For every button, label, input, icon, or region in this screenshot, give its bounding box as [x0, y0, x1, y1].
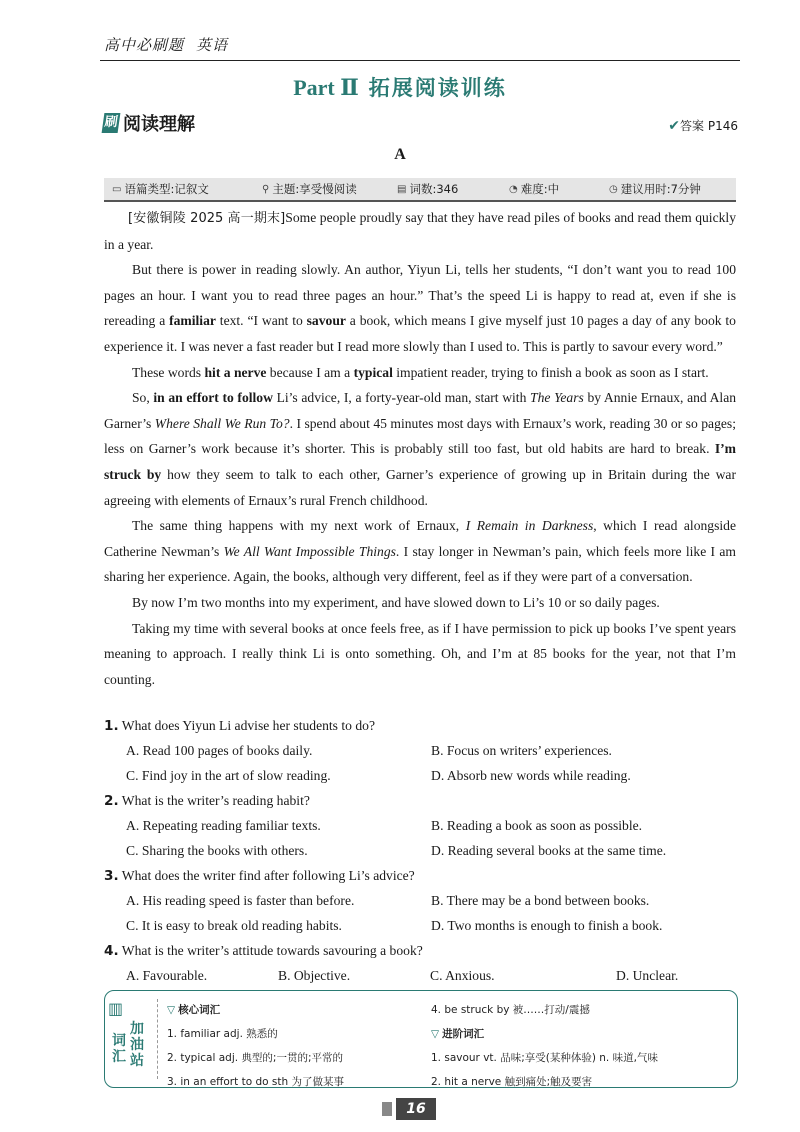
triangle-icon: ▽: [431, 1028, 440, 1040]
question-list: [104, 713, 736, 988]
option-a[interactable]: A. Read 100 pages of books daily.: [126, 743, 313, 758]
option-b[interactable]: B. Focus on writers’ experiences.: [431, 743, 612, 758]
chart-icon: ▤: [397, 183, 407, 195]
clock-icon: ◷: [609, 183, 618, 195]
question-4: [104, 938, 736, 988]
option-d[interactable]: D. Two months is enough to finish a book.: [431, 918, 663, 933]
section-title: 阅读理解: [123, 114, 195, 135]
part-label: Part Ⅱ: [293, 75, 359, 100]
vocab-label-b: 加油站: [130, 1021, 144, 1069]
keyword-familiar: familiar: [169, 313, 216, 329]
answer-page: 答案 P146: [680, 119, 738, 133]
option-c[interactable]: C. Find joy in the art of slow reading.: [126, 768, 331, 783]
option-d[interactable]: D. Reading several books at the same time.: [431, 843, 667, 858]
subject-label: 英语: [196, 36, 229, 54]
option-c[interactable]: C. It is easy to break old reading habits.: [126, 918, 342, 933]
passage-letter: A: [394, 146, 406, 163]
vocab-item: 4. be struck by 被……打动/震撼: [431, 1004, 590, 1016]
book-title-years: The Years: [530, 390, 584, 406]
advanced-vocab-heading: ▽ 进阶词汇: [431, 1028, 485, 1040]
gauge-icon: ◔: [509, 183, 518, 195]
paragraph-5: The same thing happens with my next work of Ernaux, I Remain in Darkness, which I read alongside Catherine Newman’s We All Want Impossible Things. I stay longer in Newman’s pain, which feels more like I am sharing her experience. Again, the books, although very different, feel as if they were part of a conversation.: [104, 518, 736, 585]
word-count-text: 词数:346: [409, 182, 459, 196]
vocab-side-label: [105, 991, 157, 1087]
genre-cell: [104, 181, 262, 197]
paragraph-1: [安徽铜陵 2025 高一期末]Some people proudly say that they have read piles of books and read them quickly in a year.: [104, 210, 736, 252]
paragraph-3: These words hit a nerve because I am a typical impatient reader, trying to finish a book as soon as I start.: [132, 364, 709, 380]
paragraph-4: So, in an effort to follow Li’s advice, I, a forty-year-old man, start with The Years by Annie Ernaux, and Alan Garner’s Where Shall We Run To?. I spend about 45 minutes most days with Ernaux’s work, reading 30 or so pages; less on Garner’s work because it’s shorter. This is probably still too fast, but old habits are hard to break. I’m struck by how they seem to talk to each other, Garner’s experience of growing up in Britain during the war agreeing with elements of Ernaux’s rural French childhood.: [104, 390, 737, 508]
word-count-cell: [397, 181, 509, 197]
passage-info-bar: [104, 178, 736, 202]
reading-passage: [104, 205, 736, 692]
part-title-text: 拓展阅读训练: [368, 76, 507, 100]
page-decoration: [382, 1102, 392, 1116]
keyword-effort: in an effort to follow: [153, 390, 273, 406]
option-b[interactable]: B. There may be a bond between books.: [431, 893, 650, 908]
difficulty-text: 难度:中: [520, 182, 560, 196]
vocab-item: 3. in an effort to do sth 为了做某事: [167, 1076, 344, 1088]
question-stem: 1. What does Yiyun Li advise her students to do?: [104, 718, 375, 734]
theme-cell: [262, 181, 397, 197]
core-vocab-heading: ▽ 核心词汇: [167, 1004, 221, 1016]
option-b[interactable]: B. Reading a book as soon as possible.: [431, 818, 643, 833]
keyword-struck: I’m struck by: [104, 441, 736, 482]
option-d[interactable]: D. Unclear.: [616, 968, 679, 983]
option-b[interactable]: B. Objective.: [278, 968, 351, 983]
header-rule: [100, 60, 740, 61]
keyword-typical: typical: [353, 364, 393, 380]
keyword-hit-a-nerve: hit a nerve: [204, 364, 267, 380]
search-icon: ⚲: [262, 183, 270, 195]
section-label: [103, 110, 195, 136]
brush-icon: 刷: [102, 113, 121, 133]
vocab-advanced-column: [431, 1001, 658, 1097]
document-icon: ▭: [112, 183, 122, 195]
vocab-divider: [157, 999, 158, 1079]
time-cell: [609, 181, 736, 197]
book-header: [104, 34, 228, 55]
source-tag: [安徽铜陵 2025 高一期末]: [128, 211, 286, 226]
question-stem: 3. What does the writer find after following Li’s advice?: [104, 868, 415, 884]
vocab-core-column: [167, 1001, 344, 1097]
keyword-savour: savour: [306, 313, 346, 329]
check-icon: ✔: [668, 118, 681, 134]
book-title-run: Where Shall We Run To?: [154, 415, 290, 431]
paragraph-6: By now I’m two months into my experiment, and have slowed down to Li’s 10 or so daily pages.: [132, 594, 660, 610]
option-a[interactable]: A. Favourable.: [126, 968, 208, 983]
question-stem: 4. What is the writer’s attitude towards savouring a book?: [104, 943, 423, 959]
book-title-darkness: I Remain in Darkness: [465, 518, 594, 534]
vocab-item: 1. savour vt. 品味;享受(某种体验) n. 味道,气味: [431, 1052, 658, 1064]
vocab-label-a: 词汇: [112, 1033, 126, 1065]
option-c[interactable]: C. Sharing the books with others.: [126, 843, 308, 858]
page-number: 16: [396, 1098, 436, 1120]
vocab-item: 2. typical adj. 典型的;一贯的;平常的: [167, 1052, 343, 1064]
question-stem: 2. What is the writer’s reading habit?: [104, 793, 310, 809]
triangle-icon: ▽: [167, 1004, 176, 1016]
book-icon: ▥: [108, 999, 124, 1018]
genre-text: 语篇类型:记叙文: [124, 182, 209, 196]
theme-text: 主题:享受慢阅读: [272, 182, 357, 196]
book-title-impossible: We All Want Impossible Things: [223, 543, 396, 559]
part-title: [0, 72, 800, 102]
option-a[interactable]: A. His reading speed is faster than before.: [126, 893, 355, 908]
paragraph-7: Taking my time with several books at once feels free, as if I have permission to pick up books I’ve spent years meaning to approach. I really think Li is onto something. Oh, and I’m at 85 books for the year, not that I’m counting.: [104, 620, 736, 687]
option-c[interactable]: C. Anxious.: [430, 968, 495, 983]
option-d[interactable]: D. Absorb new words while reading.: [431, 768, 631, 783]
time-text: 建议用时:7分钟: [620, 182, 701, 196]
question-1: [104, 713, 736, 788]
question-3: [104, 863, 736, 938]
vocab-item: 2. hit a nerve 触到痛处;触及要害: [431, 1076, 593, 1088]
answer-reference: [668, 117, 738, 134]
difficulty-cell: [509, 181, 609, 197]
book-title: 高中必刷题: [104, 36, 185, 54]
vocabulary-box: [104, 990, 738, 1088]
question-2: [104, 788, 736, 863]
option-a[interactable]: A. Repeating reading familiar texts.: [126, 818, 321, 833]
vocab-item: 1. familiar adj. 熟悉的: [167, 1028, 278, 1040]
paragraph-2: But there is power in reading slowly. An author, Yiyun Li, tells her students, “I don’t want you to read 100 pages an hour. I want you to read three pages an hour.” That’s the speed Li is happy to read at, even if she is rereading a familiar text. “I want to savour a book, which means I give myself just 10 pages a day of any book to experience it. I was never a fast reader but I read more slowly than I used to. This is partly to savour every word.”: [104, 262, 736, 354]
